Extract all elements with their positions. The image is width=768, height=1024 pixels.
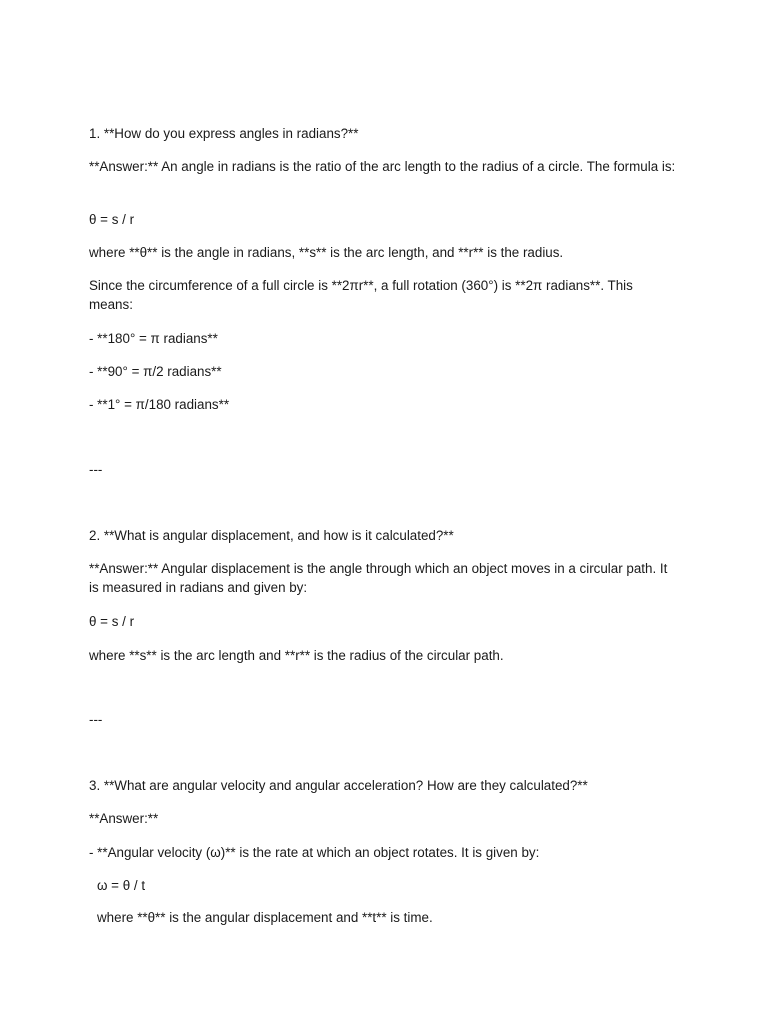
q3-bullet-angular-velocity: - **Angular velocity (ω)** is the rate at which an object rotates. It is given by: — [89, 845, 540, 860]
q1-where: where **θ** is the angle in radians, **s** is the arc length, and **r** is the radius. — [89, 245, 564, 260]
q3-answer-label: **Answer:** — [89, 811, 159, 826]
separator-2: --- — [89, 712, 103, 727]
q2-question: 2. **What is angular displacement, and how is it calculated?** — [89, 528, 454, 543]
q2-where: where **s** is the arc length and **r** is the radius of the circular path. — [89, 648, 504, 663]
q2-formula: θ = s / r — [89, 614, 135, 629]
q3-question: 3. **What are angular velocity and angular acceleration? How are they calculated?** — [89, 778, 588, 793]
q1-bullet-1: - **1° = π/180 radians** — [89, 397, 230, 412]
q1-bullet-180: - **180° = π radians** — [89, 331, 218, 346]
q3-where: where **θ** is the angular displacement and **t** is time. — [97, 910, 433, 925]
q1-since: Since the circumference of a full circle is **2πr**, a full rotation (360°) is **2π radians**. This means: — [89, 278, 633, 312]
q1-answer: **Answer:** An angle in radians is the ratio of the arc length to the radius of a circle. The formula is: — [89, 159, 676, 174]
q1-formula: θ = s / r — [89, 212, 135, 227]
q1-bullet-90: - **90° = π/2 radians** — [89, 364, 222, 379]
q2-answer: **Answer:** Angular displacement is the angle through which an object moves in a circular path. It is measured in radians and given by: — [89, 561, 668, 595]
separator-1: --- — [89, 462, 103, 477]
q3-formula: ω = θ / t — [97, 878, 146, 893]
q1-question: 1. **How do you express angles in radians?** — [89, 126, 359, 141]
